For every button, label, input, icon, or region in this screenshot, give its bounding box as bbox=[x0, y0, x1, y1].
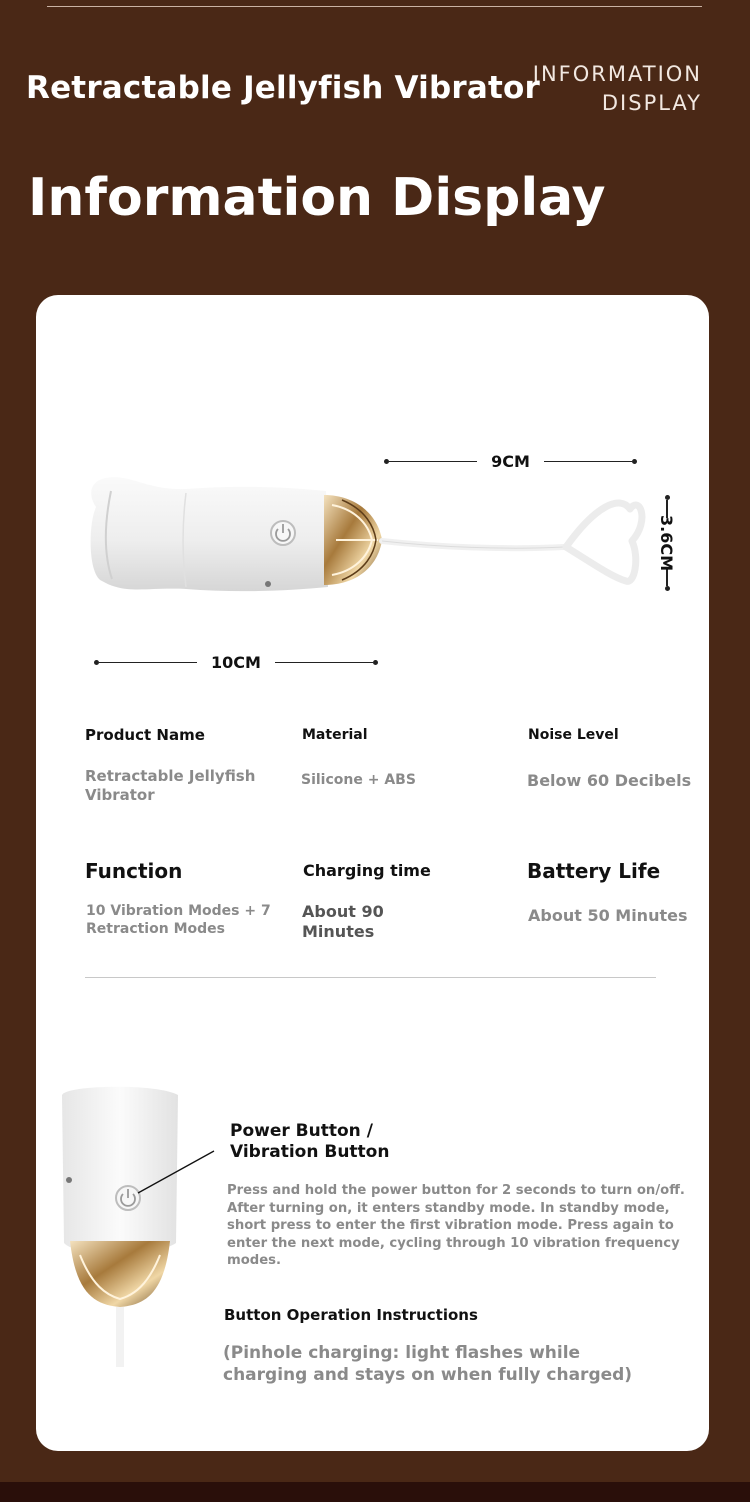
spec-label-noise-level: Noise Level bbox=[528, 727, 619, 743]
section-divider bbox=[85, 977, 656, 978]
corner-tag-line1: INFORMATION bbox=[532, 62, 702, 86]
spec-value-battery-life: About 50 Minutes bbox=[528, 906, 688, 925]
height-label: 3.6CM bbox=[657, 514, 677, 572]
power-title-line1: Power Button / bbox=[230, 1121, 373, 1141]
spec-label-battery-life: Battery Life bbox=[527, 859, 661, 883]
power-button-title bbox=[230, 1121, 430, 1163]
info-card bbox=[36, 295, 709, 1451]
length-label: 9CM bbox=[491, 452, 530, 471]
power-button-icon bbox=[271, 521, 295, 545]
spec-value-product-name: Retractable Jellyfish Vibrator bbox=[85, 767, 256, 804]
heart-tail bbox=[382, 503, 642, 581]
corner-tag-line2: DISPLAY bbox=[601, 91, 702, 115]
spec-label-charging-time: Charging time bbox=[303, 861, 431, 880]
top-divider-line bbox=[47, 6, 702, 7]
charging-pinhole-icon bbox=[265, 581, 271, 587]
spec-value-material: Silicone + ABS bbox=[301, 772, 416, 788]
spec-label-function: Function bbox=[85, 859, 183, 883]
height-dimension bbox=[657, 495, 677, 591]
product-closeup bbox=[62, 1087, 214, 1367]
button-operation-title: Button Operation Instructions bbox=[224, 1306, 478, 1324]
power-button-description: Press and hold the power button for 2 seconds to turn on/off. After turning on, it enters standby mode. In standby mode, short press to enter the first vibration mode. Press again to enter the next mode, cycling through 10 vibration frequency modes. bbox=[227, 1183, 685, 1268]
body-length-label: 10CM bbox=[211, 653, 261, 672]
product-title: Retractable Jellyfish Vibrator bbox=[26, 70, 540, 106]
spec-value-function: 10 Vibration Modes + 7 Retraction Modes bbox=[86, 903, 271, 937]
spec-label-material: Material bbox=[302, 727, 368, 743]
power-title-line2: Vibration Button bbox=[230, 1142, 390, 1162]
spec-label-product-name: Product Name bbox=[85, 726, 205, 744]
corner-tag bbox=[462, 60, 702, 118]
gold-tentacles bbox=[324, 495, 382, 585]
section-title: Information Display bbox=[28, 168, 606, 228]
pinhole-charging-note: (Pinhole charging: light flashes while charging and stays on when fully charged) bbox=[223, 1343, 633, 1385]
spec-value-noise-level: Below 60 Decibels bbox=[527, 771, 692, 790]
spec-value-charging-time: About 90 Minutes bbox=[302, 902, 384, 941]
body-length-dimension bbox=[94, 653, 378, 672]
length-dimension bbox=[384, 452, 637, 471]
bottom-band bbox=[0, 1482, 750, 1502]
